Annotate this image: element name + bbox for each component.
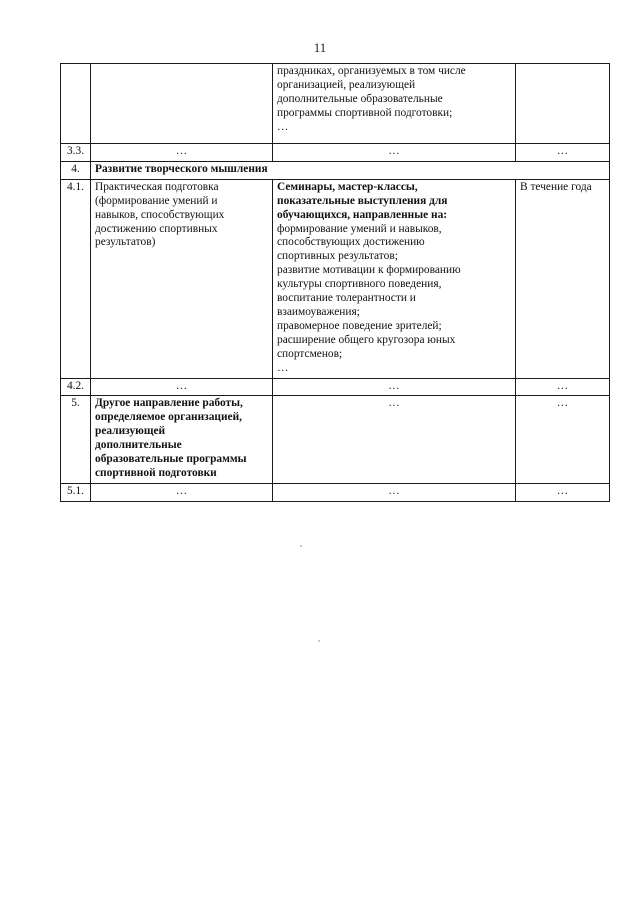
row-number: 4.	[61, 161, 91, 179]
content-cell	[273, 64, 516, 144]
timing-cell: …	[516, 483, 610, 501]
timing-cell	[516, 64, 610, 144]
table-row-4-1	[61, 179, 610, 378]
direction-line: реализующей	[95, 425, 166, 438]
table-row-5	[61, 396, 610, 483]
direction-line: определяемое организацией,	[95, 411, 243, 424]
row-number	[61, 64, 91, 144]
direction-cell	[91, 179, 273, 378]
direction-line: образовательные программы	[95, 453, 247, 466]
content-cell: …	[273, 378, 516, 396]
direction-cell	[91, 64, 273, 144]
section-title: Развитие творческого мышления	[91, 161, 610, 179]
row-number: 5.	[61, 396, 91, 483]
direction-cell: …	[91, 378, 273, 396]
content-cell: …	[273, 396, 516, 483]
direction-line: Другое направление работы,	[95, 397, 243, 410]
content-line: праздниках, организуемых в том числе	[277, 65, 466, 77]
direction-line: дополнительные	[95, 439, 182, 452]
direction-cell: …	[91, 483, 273, 501]
timing-cell: …	[516, 378, 610, 396]
content-line: расширение общего кругозора юных	[277, 333, 456, 346]
row-number: 4.2.	[61, 378, 91, 396]
content-line: формирование умений и навыков,	[277, 222, 442, 235]
direction-line: достижению спортивных	[95, 222, 218, 235]
row-number: 5.1.	[61, 483, 91, 501]
activity-plan-table	[60, 63, 610, 502]
timing-cell: …	[516, 144, 610, 162]
table-row-4-2	[61, 378, 610, 396]
scan-speck	[300, 545, 302, 547]
content-line: …	[277, 361, 289, 374]
content-line: культуры спортивного поведения,	[277, 278, 442, 291]
content-heading-line: обучающихся, направленные на:	[277, 208, 448, 221]
direction-line: (формирование умений и	[95, 194, 218, 207]
direction-cell: …	[91, 144, 273, 162]
direction-line: результатов)	[95, 236, 156, 249]
content-line: правомерное поведение зрителей;	[277, 319, 442, 332]
direction-line: Практическая подготовка	[95, 180, 219, 193]
row-number: 4.1.	[61, 179, 91, 378]
content-line: спортивных результатов;	[277, 250, 398, 263]
content-line: способствующих достижению	[277, 236, 425, 249]
content-line: развитие мотивации к формированию	[277, 264, 461, 277]
content-line: организацией, реализующей	[277, 78, 416, 91]
direction-cell	[91, 396, 273, 483]
table-row-continuation	[61, 64, 610, 144]
direction-line: навыков, способствующих	[95, 208, 225, 221]
content-heading-line: Семинары, мастер-классы,	[277, 180, 418, 193]
table-row-5-1	[61, 483, 610, 501]
timing-cell: …	[516, 396, 610, 483]
content-line: программы спортивной подготовки;	[277, 106, 453, 119]
content-cell: …	[273, 483, 516, 501]
content-line: воспитание толерантности и	[277, 292, 416, 305]
timing-cell: В течение года	[516, 179, 610, 378]
content-cell	[273, 179, 516, 378]
content-line: …	[277, 120, 289, 133]
content-heading-line: показательные выступления для	[277, 194, 448, 207]
page-number: 11	[313, 40, 327, 55]
direction-line: спортивной подготовки	[95, 466, 217, 479]
table-row-3-3	[61, 144, 610, 162]
content-line: дополнительные образовательные	[277, 92, 443, 105]
table-row-4	[61, 161, 610, 179]
content-cell: …	[273, 144, 516, 162]
row-number: 3.3.	[61, 144, 91, 162]
content-line: взаимоуважения;	[277, 305, 360, 318]
scan-speck	[318, 640, 320, 642]
content-line: спортсменов;	[277, 347, 343, 360]
